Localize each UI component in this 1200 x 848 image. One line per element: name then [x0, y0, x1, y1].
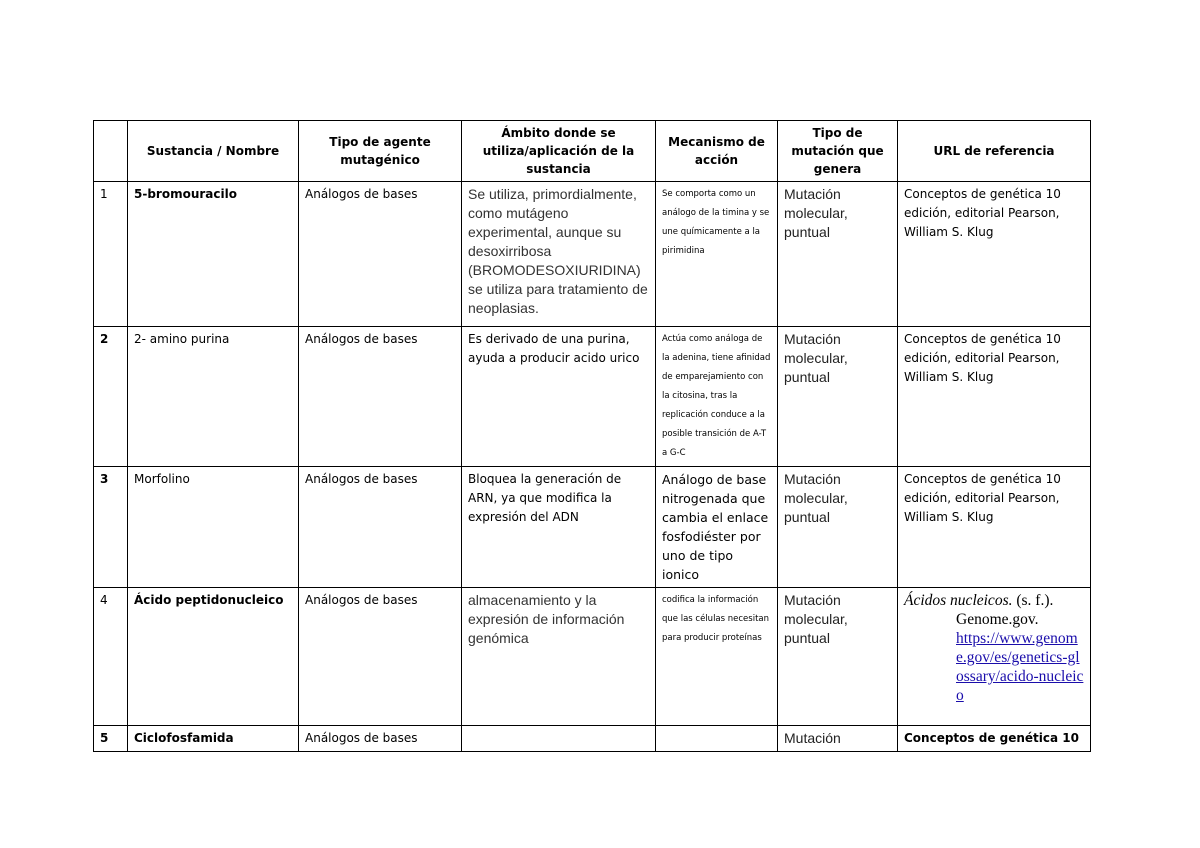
header-name: Sustancia / Nombre: [128, 121, 299, 182]
reference: Conceptos de genética 10: [898, 726, 1091, 752]
mutation-type: Mutación molecular, puntual: [778, 327, 898, 467]
table-row: [94, 588, 1091, 726]
mechanism: Análogo de base nitrogenada que cambia el enlace fosfodiéster por uno de tipo ionico: [656, 467, 778, 588]
reference-link[interactable]: https://www.genome.gov/es/genetics-glossary/acido-nucleico: [956, 630, 1084, 704]
substance-name: Morfolino: [128, 467, 299, 588]
header-scope: Ámbito donde se utiliza/aplicación de la sustancia: [462, 121, 656, 182]
usage-scope: Se utiliza, primordialmente, como mutágeno experimental, aunque su desoxirribosa (BROMODESOXIURIDINA) se utiliza para tratamiento de neoplasias.: [462, 182, 656, 327]
header-url: URL de referencia: [898, 121, 1091, 182]
agent-type: Análogos de bases: [299, 182, 462, 327]
header-type: Tipo de agente mutagénico: [299, 121, 462, 182]
header-mechanism: Mecanismo de acción: [656, 121, 778, 182]
agent-type: Análogos de bases: [299, 588, 462, 726]
mechanism: Actúa como análoga de la adenina, tiene afinidad de emparejamiento con la citosina, tras la replicación conduce a la posible transición de A-T a G-C: [656, 327, 778, 467]
table-row: [94, 327, 1091, 467]
reference: Conceptos de genética 10 edición, editorial Pearson, William S. Klug: [898, 182, 1091, 327]
mutation-type: Mutación molecular, puntual: [778, 588, 898, 726]
agent-type: Análogos de bases: [299, 726, 462, 752]
usage-scope: Es derivado de una purina, ayuda a producir acido urico: [462, 327, 656, 467]
mechanism: [656, 726, 778, 752]
reference-site: Genome.gov.: [956, 611, 1039, 628]
row-number: 2: [94, 327, 128, 467]
reference: [898, 588, 1091, 726]
header-row: [94, 121, 1091, 182]
header-num: [94, 121, 128, 182]
row-number: 1: [94, 182, 128, 327]
row-number: 4: [94, 588, 128, 726]
substance-name: 2- amino purina: [128, 327, 299, 467]
reference-date: (s. f.).: [1016, 592, 1054, 609]
usage-scope: Bloquea la generación de ARN, ya que modifica la expresión del ADN: [462, 467, 656, 588]
row-number: 3: [94, 467, 128, 588]
mutation-type: Mutación molecular, puntual: [778, 467, 898, 588]
mechanism: codifica la información que las células necesitan para producir proteínas: [656, 588, 778, 726]
table-row: [94, 726, 1091, 752]
reference: Conceptos de genética 10 edición, editorial Pearson, William S. Klug: [898, 467, 1091, 588]
agent-type: Análogos de bases: [299, 327, 462, 467]
reference: Conceptos de genética 10 edición, editorial Pearson, William S. Klug: [898, 327, 1091, 467]
substance-name: 5-bromouracilo: [128, 182, 299, 327]
header-mutation: Tipo de mutación que genera: [778, 121, 898, 182]
mechanism: Se comporta como un análogo de la timina y se une químicamente a la pirimidina: [656, 182, 778, 327]
table-row: [94, 182, 1091, 327]
usage-scope: almacenamiento y la expresión de información genómica: [462, 588, 656, 726]
table-row: [94, 467, 1091, 588]
mutation-type: Mutación molecular, puntual: [778, 182, 898, 327]
reference-title: Ácidos nucleicos.: [904, 592, 1013, 609]
agent-type: Análogos de bases: [299, 467, 462, 588]
substance-name: Ácido peptidonucleico: [128, 588, 299, 726]
mutagen-table: [93, 120, 1091, 752]
usage-scope: [462, 726, 656, 752]
row-number: 5: [94, 726, 128, 752]
substance-name: Ciclofosfamida: [128, 726, 299, 752]
mutation-type: Mutación: [778, 726, 898, 752]
